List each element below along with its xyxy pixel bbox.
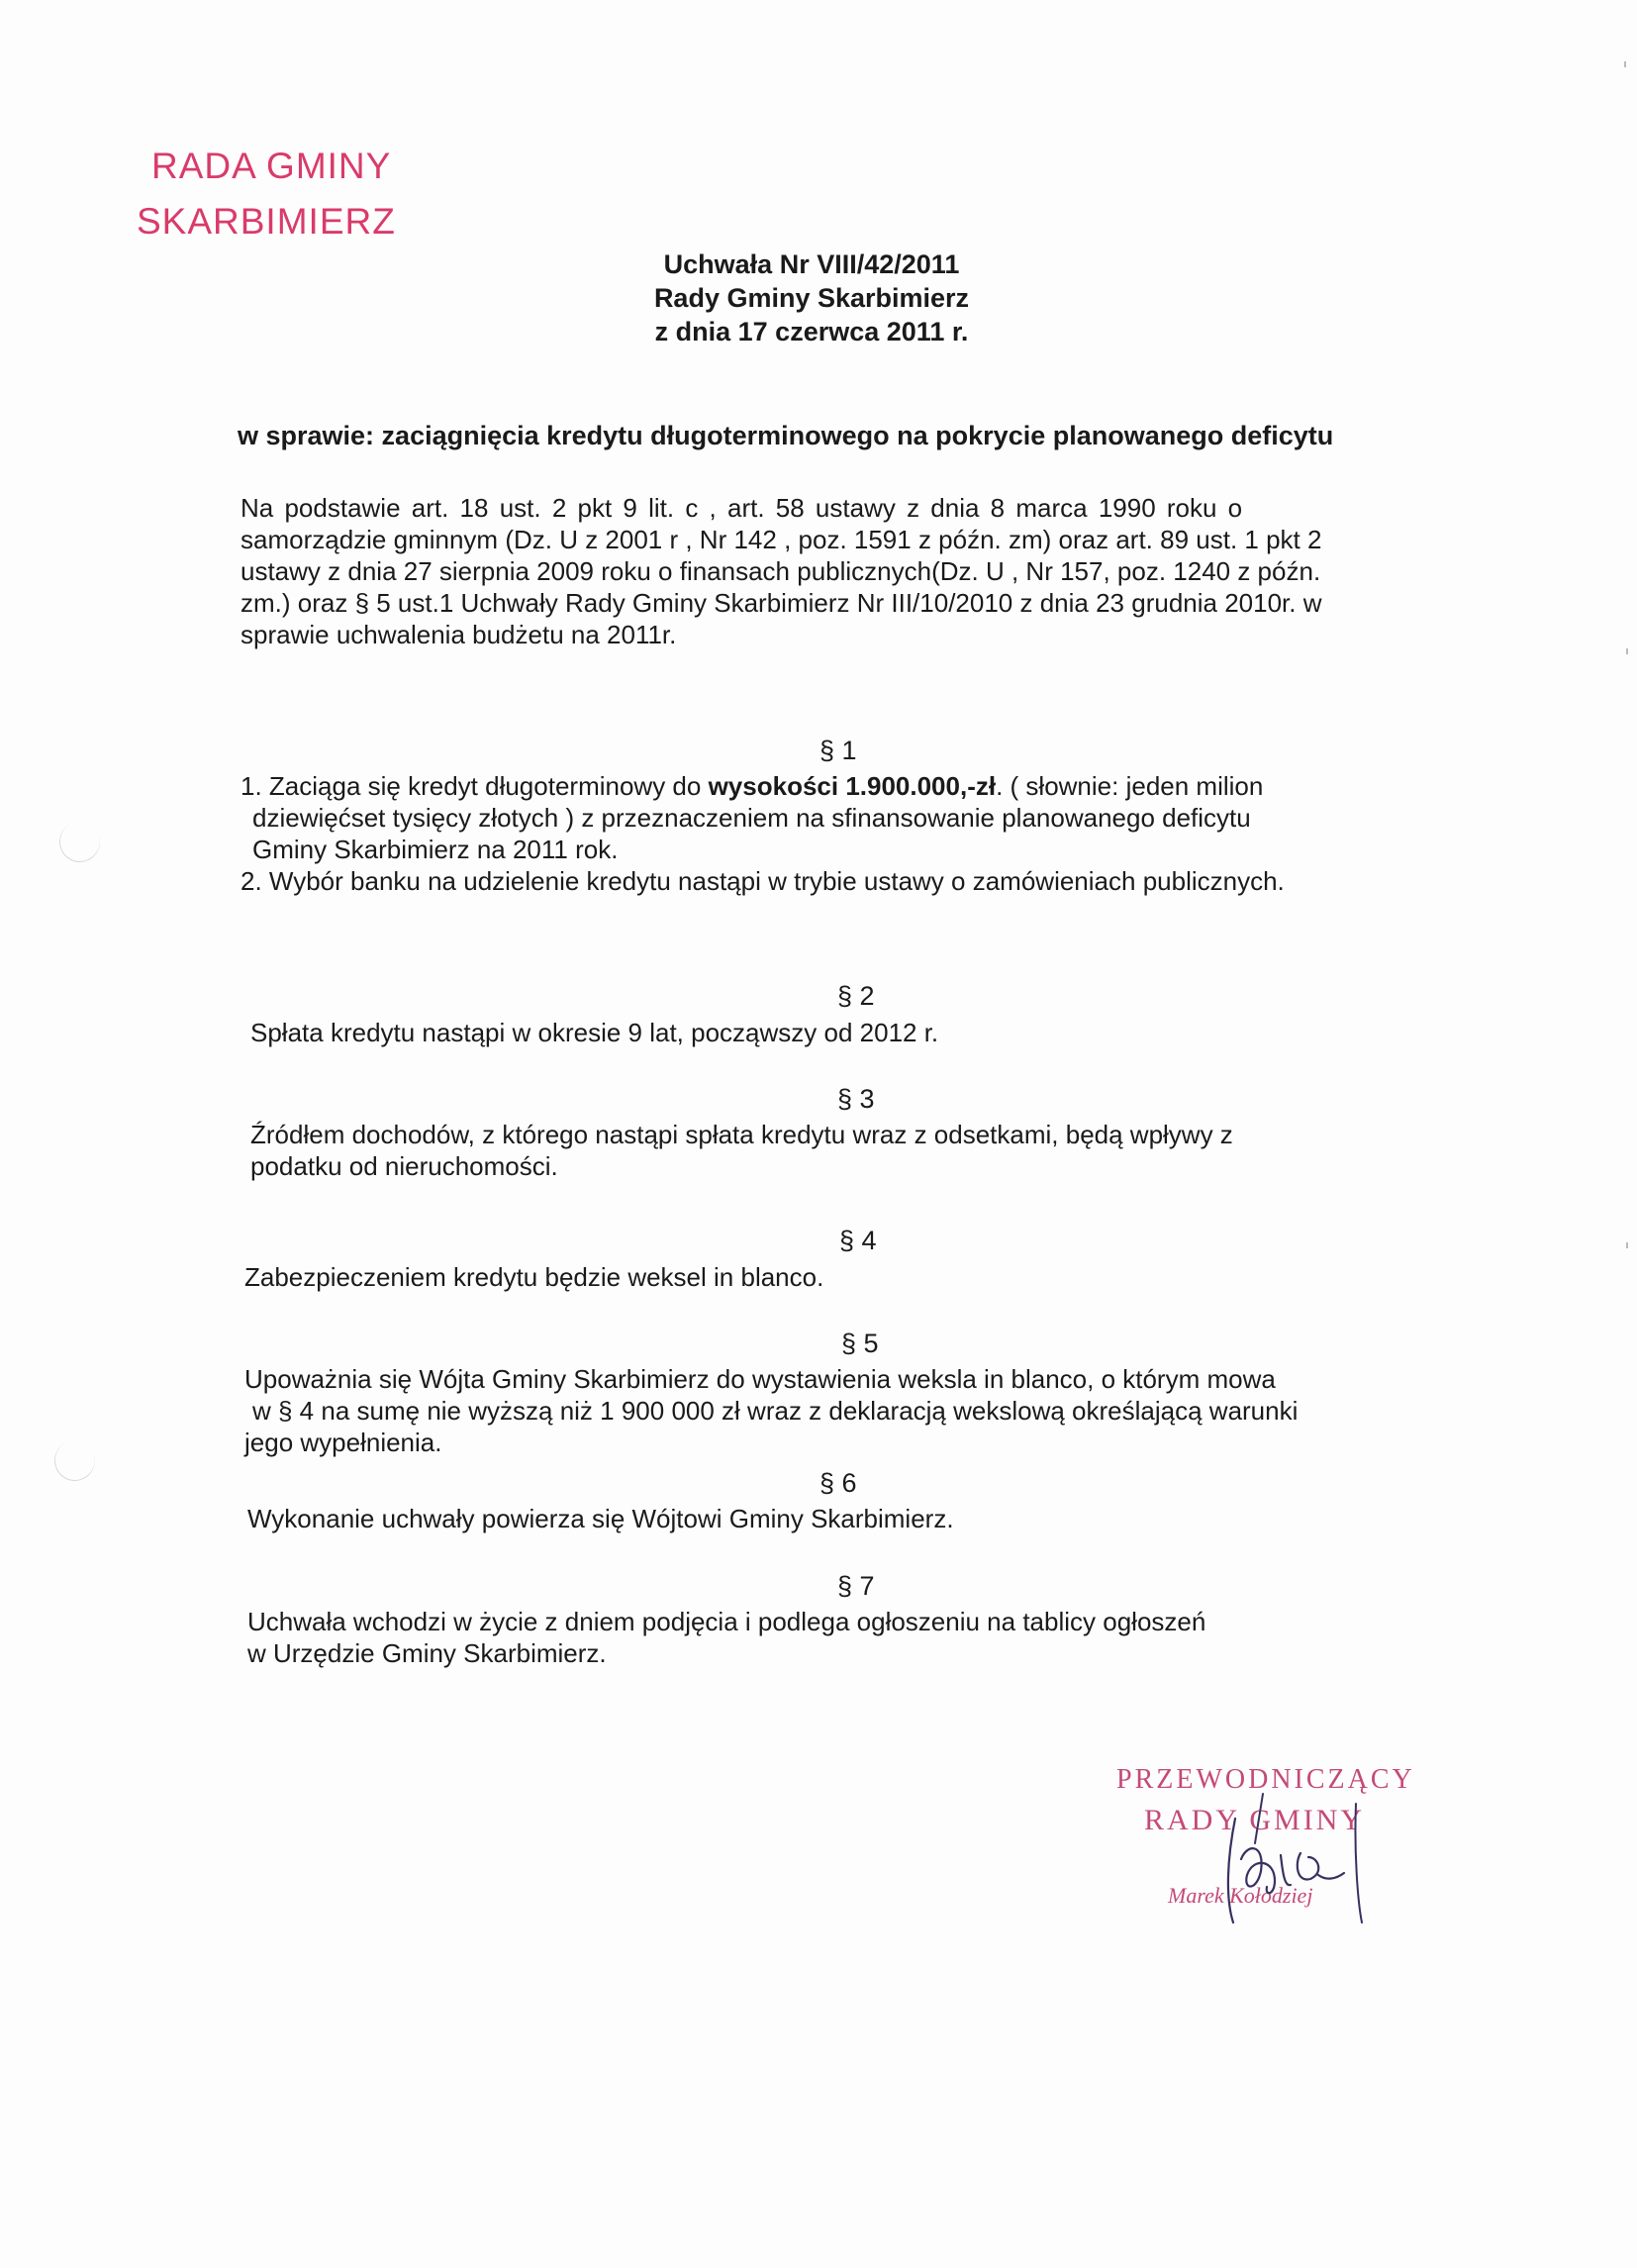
header-stamp-line2: SKARBIMIERZ [137,201,396,242]
basis-line: sprawie uchwalenia budżetu na 2011r. [241,620,677,649]
basis-line: Na podstawie art. 18 ust. 2 pkt 9 lit. c , art. 58 ustawy z dnia 8 marca 1990 roku o [241,493,1243,523]
section-6-text: Wykonanie uchwały powierza się Wójtowi Gminy Skarbimierz. [247,1504,954,1533]
resolution-subject: w sprawie: zaciągnięcia kredytu długoterminowego na pokrycie planowanego deficytu [238,421,1334,450]
section-symbol-2: § 2 [837,981,875,1011]
signature-stamp-council: RADY GMINY [1144,1804,1366,1836]
legal-basis [241,492,1321,650]
section-1-line: dziewięćset tysięcy złotych ) z przeznaczeniem na sfinansowanie planowanego deficytu [252,803,1251,833]
section-3-text [250,1119,1233,1182]
section-5-line: w § 4 na sumę nie wyższą niż 1 900 000 zł wraz z deklaracją wekslową określającą warunki [252,1396,1299,1426]
header-stamp-line1: RADA GMINY [151,146,392,186]
section-1-item-1 [241,770,1285,897]
section-7-line: Uchwała wchodzi w życie z dniem podjęcia i podlega ogłoszeniu na tablicy ogłoszeń [247,1607,1206,1636]
handwritten-signature [1116,1764,1443,1942]
section-1-text: . ( słownie: jeden milion [996,771,1264,801]
chairman-signature-stamp [1116,1764,1443,1942]
signature-stamp-title: PRZEWODNICZĄCY [1116,1764,1415,1795]
title-line2: Rady Gminy Skarbimierz [653,283,970,313]
section-symbol-5: § 5 [841,1329,879,1358]
section-1-text: 1. Zaciąga się kredyt długoterminowy do [241,771,709,801]
section-symbol-4: § 4 [839,1226,877,1255]
scan-mark [1626,1242,1628,1248]
section-2-text: Spłata kredytu nastąpi w okresie 9 lat, począwszy od 2012 r. [250,1018,939,1047]
section-5-line: Upoważnia się Wójta Gminy Skarbimierz do wystawienia weksla in blanco, o którym mowa [244,1364,1276,1394]
punch-hole [53,816,106,868]
basis-line: samorządzie gminnym (Dz. U z 2001 r , Nr 142 , poz. 1591 z późn. zm) oraz art. 89 ust. 1 pkt 2 [241,525,1322,554]
section-7-line: w Urzędzie Gminy Skarbimierz. [247,1638,607,1668]
section-7-text [247,1606,1205,1669]
section-5-line: jego wypełnienia. [244,1428,442,1457]
section-symbol-1: § 1 [819,736,857,765]
title-line3: z dnia 17 czerwca 2011 r. [654,317,969,346]
section-4-text: Zabezpieczeniem kredytu będzie weksel in blanco. [244,1262,824,1292]
resolution-title [554,247,1069,348]
punch-hole [48,1434,101,1487]
section-3-line: Źródłem dochodów, z którego nastąpi spłata kredytu wraz z odsetkami, będą wpływy z [250,1120,1233,1149]
section-1-line [241,770,1285,802]
title-line1: Uchwała Nr VIII/42/2011 [663,249,960,279]
section-symbol-6: § 6 [819,1468,857,1498]
scan-mark [1624,61,1626,67]
council-header-stamp [137,139,396,249]
credit-amount: wysokości 1.900.000,-zł [708,771,997,801]
scan-mark [1626,648,1628,654]
section-3-line: podatku od nieruchomości. [250,1151,558,1181]
section-5-text [244,1363,1298,1458]
section-symbol-3: § 3 [837,1084,875,1114]
basis-line: ustawy z dnia 27 sierpnia 2009 roku o finansach publicznych(Dz. U , Nr 157, poz. 1240 z późn. [241,556,1321,586]
section-symbol-7: § 7 [837,1571,875,1601]
basis-line: zm.) oraz § 5 ust.1 Uchwały Rady Gminy Skarbimierz Nr III/10/2010 z dnia 23 grudnia 2010r. w [241,588,1322,618]
section-1-item-2: 2. Wybór banku na udzielenie kredytu nastąpi w trybie ustawy o zamówieniach publicznych. [241,866,1285,896]
section-1-line: Gminy Skarbimierz na 2011 rok. [252,835,619,864]
signature-stamp-name: Marek Kołodziej [1168,1883,1313,1908]
